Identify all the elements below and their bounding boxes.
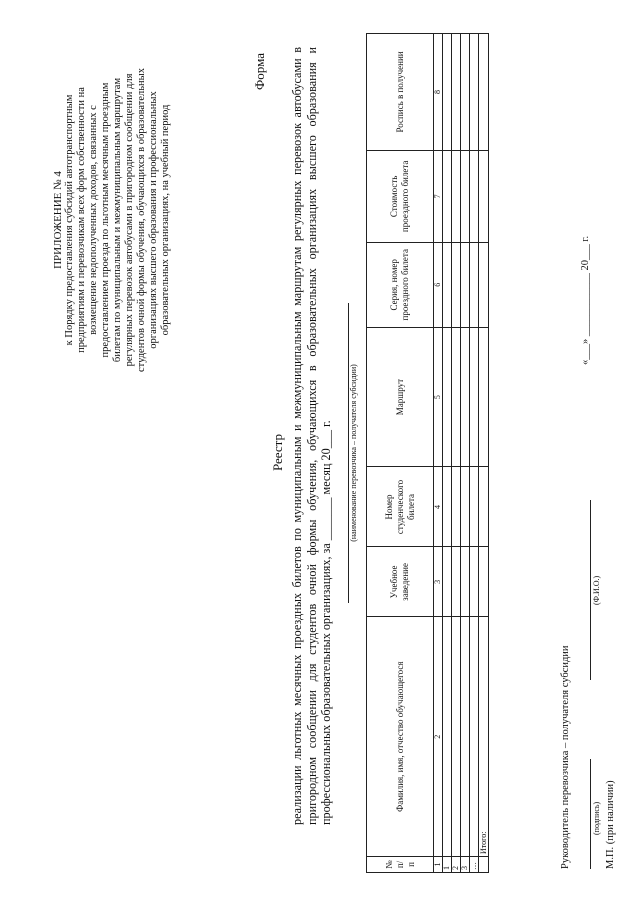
appendix-line: к Порядку предоставления субсидий автотранспортным: [64, 94, 75, 346]
table-cell: [470, 150, 479, 242]
table-cell: [470, 242, 479, 327]
row-number: 1: [443, 857, 452, 873]
column-number: 8: [434, 34, 443, 151]
col-header-route: Маршрут: [367, 327, 434, 467]
column-number: 3: [434, 547, 443, 617]
table-cell: [443, 617, 452, 857]
fio-line: [590, 500, 591, 680]
table-cell: [479, 467, 489, 547]
table-cell: [443, 467, 452, 547]
column-number: 6: [434, 242, 443, 327]
table-cell: [479, 327, 489, 467]
table-cell: [461, 242, 470, 327]
col-header-number: № п/п: [367, 857, 434, 873]
table-cell: [479, 242, 489, 327]
table-cell: [452, 617, 461, 857]
col-header-ticket-price: Стоимость проездного билета: [367, 150, 434, 242]
column-number: 4: [434, 467, 443, 547]
table-cell: [461, 34, 470, 151]
table-cell: [443, 547, 452, 617]
appendix-line: возмещение недополученных доходов, связанных с: [88, 105, 99, 335]
table-cell: [443, 150, 452, 242]
table-cell: [470, 617, 479, 857]
table-cell: [452, 242, 461, 327]
table-cell: [461, 150, 470, 242]
appendix-line: организациях высшего образования и профессиональных: [148, 91, 159, 349]
table-cell: [470, 34, 479, 151]
appendix-line: регулярных перевозок автобусами в пригородном сообщении для: [124, 73, 135, 367]
fio-caption: (Ф.И.О.): [592, 575, 601, 605]
table-cell: [461, 467, 470, 547]
table-cell: [443, 242, 452, 327]
appendix-line: билетам по муниципальным и межмуниципальным маршрутам: [112, 77, 123, 363]
col-header-ticket-number: Серия, номер проездного билета: [367, 242, 434, 327]
col-header-institution: Учебное заведение: [367, 547, 434, 617]
table-cell: [470, 467, 479, 547]
table-cell: [452, 34, 461, 151]
table-row: [470, 34, 479, 873]
total-row: [479, 34, 489, 873]
column-number: 5: [434, 327, 443, 467]
signature-caption: (подпись): [592, 801, 601, 835]
table-header-row: [367, 34, 434, 873]
appendix-line: образовательных организациях, на учебный период: [160, 104, 171, 336]
col-header-student-name: Фамилия, имя, отчество обучающегося: [367, 617, 434, 857]
table-cell: [479, 34, 489, 151]
carrier-caption: (наименование перевозчика – получателя субсидии): [349, 364, 358, 542]
appendix-title: ПРИЛОЖЕНИЕ № 4: [52, 171, 64, 269]
table-row: [452, 34, 461, 873]
table-row: [443, 34, 452, 873]
table-cell: [470, 547, 479, 617]
date-field: «___» ____________ 20___ г.: [580, 235, 591, 365]
appendix-line: студентов очной формы обучения, обучающихся в образовательных: [136, 68, 147, 372]
table-cell: [470, 327, 479, 467]
registry-table: [366, 33, 489, 873]
signature-line: [590, 759, 591, 869]
appendix-header: [52, 65, 172, 375]
table-cell: [452, 327, 461, 467]
table-cell: [443, 327, 452, 467]
table-cell: [452, 547, 461, 617]
appendix-line: предоставлением проезда по льготным месячным проездным: [100, 82, 111, 358]
table-cell: [452, 150, 461, 242]
row-number: 3: [461, 857, 470, 873]
column-number-row: [434, 34, 443, 873]
form-label: Форма: [252, 53, 267, 90]
table-cell: [461, 547, 470, 617]
col-header-signature: Роспись в получении: [367, 34, 434, 151]
column-number: 1: [434, 857, 443, 873]
stamp-label: М.П. (при наличии): [605, 780, 616, 869]
table-cell: [443, 34, 452, 151]
table-cell: [479, 857, 489, 873]
col-header-student-card: Номер студенческого билета: [367, 467, 434, 547]
signature-heading: Руководитель перевозчика – получателя субсидии: [560, 645, 571, 869]
table-cell: [452, 467, 461, 547]
registry-title: Реестр: [270, 433, 285, 472]
row-number: 2: [452, 857, 461, 873]
column-number: 7: [434, 150, 443, 242]
registry-intro: реализации льготных месячных проездных билетов по муниципальным и межмуниципальным маршрутам регулярных перевозок автобусами в пригородном сообщении для студентов очной формы обучения, обучающихся в образовательных организациях высшего образования и профессиональных образовательных организациях, за _______ месяц 20___ г.: [290, 47, 333, 825]
table-cell: [461, 617, 470, 857]
column-number: 2: [434, 617, 443, 857]
table-row: [461, 34, 470, 873]
table-cell: [479, 150, 489, 242]
table-cell: [479, 547, 489, 617]
total-label: Итого:: [479, 617, 489, 857]
table-cell: [461, 327, 470, 467]
row-number: …: [470, 857, 479, 873]
appendix-line: предприятиям и перевозчикам всех форм собственности на: [76, 87, 87, 353]
